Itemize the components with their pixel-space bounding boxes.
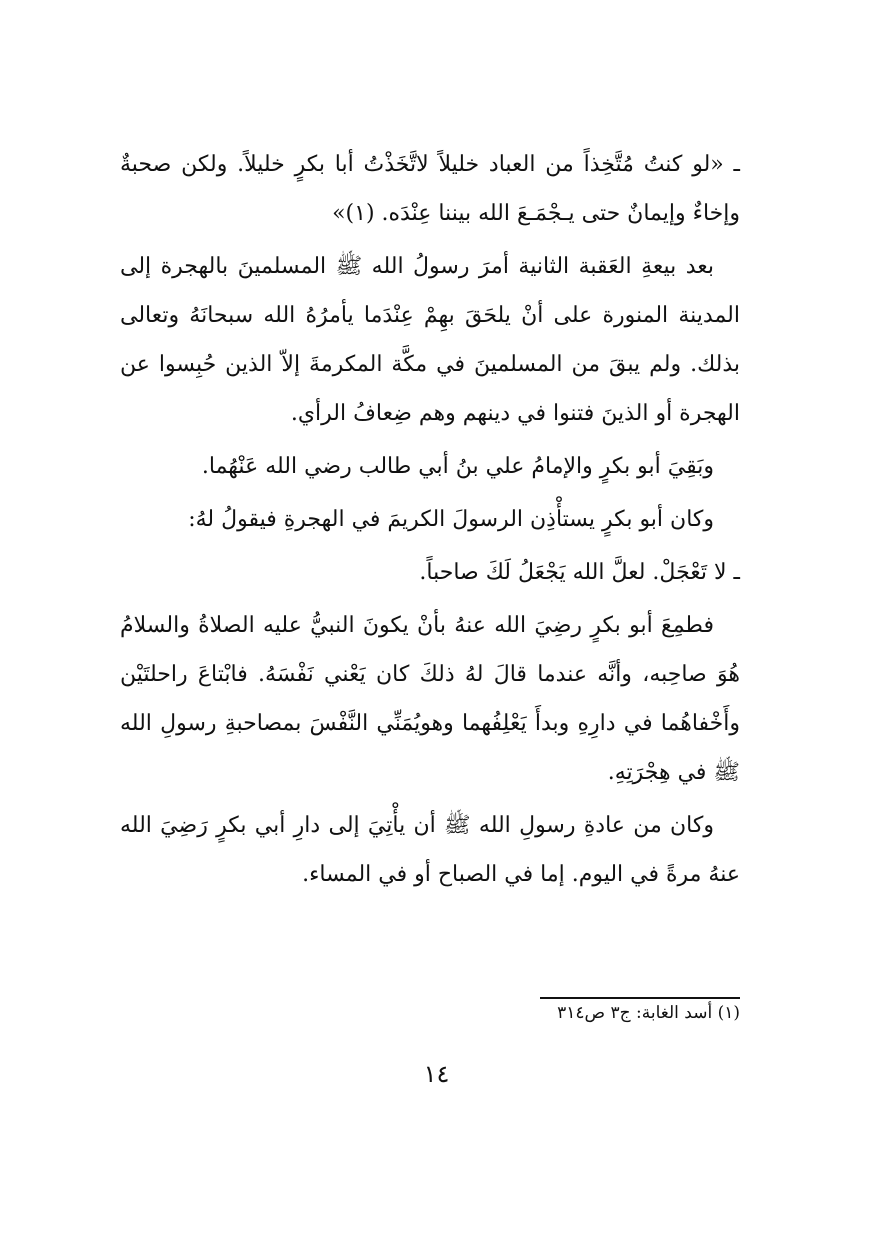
paragraph-remained: وبَقِيَ أبو بكرٍ والإمامُ علي بنُ أبي طالب رضي الله عَنْهُما. — [201, 454, 714, 479]
paragraph-permission: وكان أبو بكرٍ يستأْذِن الرسولَ الكريمَ في الهجرةِ فيقولُ لهُ: — [188, 507, 714, 532]
page-number: ١٤ — [423, 1060, 450, 1088]
body-text — [120, 140, 740, 903]
paragraph-hadith-quote: ـ «لو كنتُ مُتَّخِذاً من العباد خليلاً لاتَّخَذْتُ أبا بكرٍ خليلاً. ولكن صحبةٌ وإخاءٌ وإيمانٌ حتى يـجْمَـعَ الله بيننا عِنْدَه. (١)» — [120, 152, 740, 226]
footnote: (١) أسد الغابة: ج٣ ص٣١٤ — [557, 1003, 740, 1023]
paragraph-hijra-order: بعد بيعةِ العَقبة الثانية أمرَ رسولُ الله ﷺ المسلمينَ بالهجرة إلى المدينة المنورة على أنْ يلحَقَ بهِمْ عِنْدَما يأمرُهُ الله سبحانَهُ وتعالى بذلك. ولم يبقَ من المسلمينَ في مكَّة المكرمةَ إلاّ الذين حُبِسوا عن الهجرة أو الذينَ فتنوا في دينهم وهم ضِعافُ الرأي. — [120, 254, 740, 426]
footnote-divider — [540, 997, 740, 999]
paragraph-hope: فطمِعَ أبو بكرٍ رضِيَ الله عنهُ بأنْ يكونَ النبيُّ عليه الصلاةُ والسلامُ هُوَ صاحِبه، وأنَّه عندما قالَ لهُ ذلكَ كان يَعْني نَفْسَهُ. فابْتاعَ راحلتَيْن وأَخْفاهُما في دارِهِ وبدأَ يَعْلِفُهما وهويُمَنِّي النَّفْسَ بمصاحبةِ رسولِ الله ﷺ في هِجْرَتِهِ. — [120, 613, 740, 785]
paragraph-daily-visit: وكان من عادةِ رسولِ الله ﷺ أن يأْتِيَ إلى دارِ أبي بكرٍ رَضِيَ الله عنهُ مرةً في اليوم. إما في الصباح أو في المساء. — [120, 813, 740, 887]
paragraph-reply: ـ لا تَعْجَلْ. لعلَّ الله يَجْعَلُ لَكَ صاحباً. — [419, 560, 740, 585]
